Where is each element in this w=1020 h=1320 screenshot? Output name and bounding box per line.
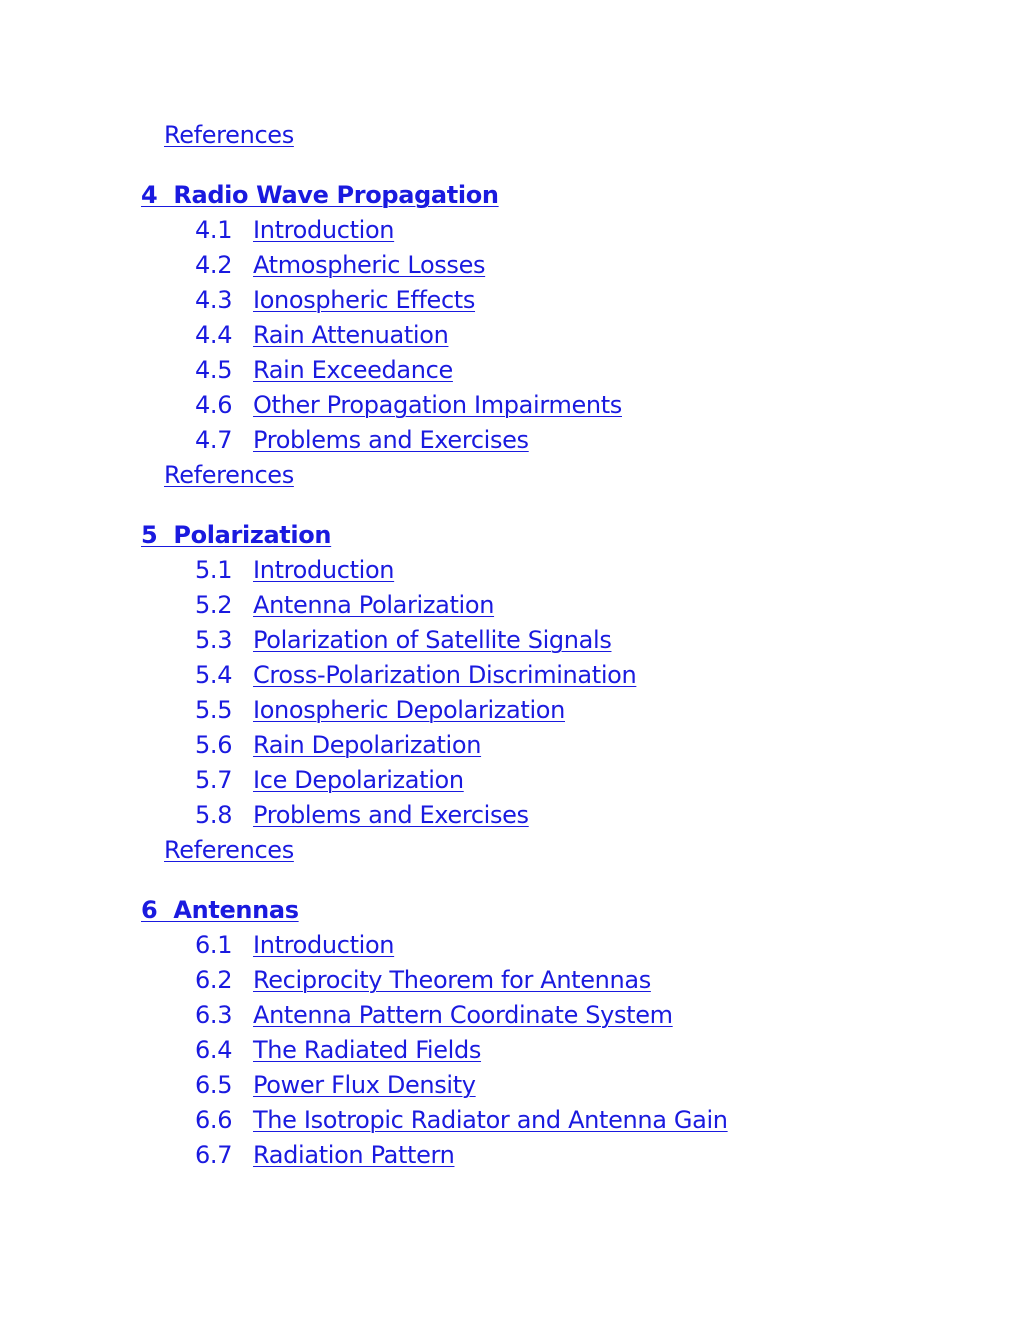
section-title: Antenna Pattern Coordinate System	[253, 1001, 673, 1029]
section-link[interactable]	[195, 321, 448, 349]
section-title: Ionospheric Effects	[253, 286, 476, 314]
section-number: 5.3	[195, 626, 233, 654]
section-link[interactable]	[195, 391, 622, 419]
section-link[interactable]	[195, 1106, 728, 1134]
chapter-heading-5	[141, 518, 331, 553]
toc-line-section	[195, 798, 529, 833]
section-link[interactable]	[195, 286, 475, 314]
section-title: Radiation Pattern	[253, 1141, 455, 1169]
section-link[interactable]	[195, 1001, 673, 1029]
toc-line-section	[195, 998, 673, 1033]
toc-line-section	[195, 283, 475, 318]
chapter-heading-4	[141, 178, 499, 213]
section-title: Rain Attenuation	[253, 321, 449, 349]
toc-line-section	[195, 353, 453, 388]
section-link[interactable]	[195, 626, 611, 654]
chapter-link[interactable]: 6 Antennas	[141, 896, 299, 924]
chapter-link[interactable]: 4 Radio Wave Propagation	[141, 181, 499, 209]
section-number: 4.6	[195, 391, 233, 419]
section-title: The Radiated Fields	[253, 1036, 482, 1064]
toc-line-section	[195, 623, 611, 658]
section-number: 6.1	[195, 931, 233, 959]
section-number: 6.4	[195, 1036, 233, 1064]
section-link[interactable]	[195, 731, 481, 759]
section-title: The Isotropic Radiator and Antenna Gain	[253, 1106, 728, 1134]
section-title: Reciprocity Theorem for Antennas	[253, 966, 651, 994]
chapter-link[interactable]: 5 Polarization	[141, 521, 332, 549]
toc-line-section	[195, 928, 394, 963]
section-title: Introduction	[253, 931, 395, 959]
section-title: Power Flux Density	[253, 1071, 476, 1099]
section-title: Ice Depolarization	[253, 766, 464, 794]
section-title: Problems and Exercises	[253, 801, 529, 829]
section-number: 5.1	[195, 556, 233, 584]
section-number: 6.7	[195, 1141, 233, 1169]
toc-line-section	[195, 1103, 728, 1138]
toc-line-section	[195, 423, 529, 458]
section-link[interactable]	[195, 766, 464, 794]
section-link[interactable]	[195, 1071, 476, 1099]
section-number: 5.4	[195, 661, 233, 689]
section-number: 5.2	[195, 591, 233, 619]
toc-line-section	[195, 318, 448, 353]
section-link[interactable]	[195, 591, 494, 619]
section-title: Ionospheric Depolarization	[253, 696, 565, 724]
toc-line-section	[195, 1033, 481, 1068]
section-number: 4.7	[195, 426, 233, 454]
toc-line-section	[195, 248, 485, 283]
section-title: Other Propagation Impairments	[253, 391, 622, 419]
toc-line-references	[164, 118, 294, 153]
toc-line-section	[195, 728, 481, 763]
references-link[interactable]: References	[164, 461, 294, 489]
section-link[interactable]	[195, 216, 394, 244]
toc-line-section	[195, 763, 464, 798]
section-number: 6.2	[195, 966, 233, 994]
toc-line-references	[164, 458, 294, 493]
toc-line-section	[195, 1138, 454, 1173]
section-number: 6.5	[195, 1071, 233, 1099]
section-number: 5.7	[195, 766, 233, 794]
toc-line-section	[195, 553, 394, 588]
references-link[interactable]: References	[164, 836, 294, 864]
toc-line-section	[195, 658, 636, 693]
section-link[interactable]	[195, 1141, 454, 1169]
toc-line-section	[195, 693, 565, 728]
section-link[interactable]	[195, 696, 565, 724]
section-title: Cross-Polarization Discrimination	[253, 661, 637, 689]
section-link[interactable]	[195, 661, 636, 689]
toc-line-section	[195, 213, 394, 248]
section-number: 4.2	[195, 251, 233, 279]
section-number: 5.5	[195, 696, 233, 724]
section-link[interactable]	[195, 556, 394, 584]
section-number: 4.3	[195, 286, 233, 314]
section-number: 5.8	[195, 801, 233, 829]
section-link[interactable]	[195, 931, 394, 959]
toc-line-section	[195, 588, 494, 623]
references-link[interactable]: References	[164, 121, 294, 149]
section-link[interactable]	[195, 356, 453, 384]
section-link[interactable]	[195, 426, 529, 454]
chapter-heading-6	[141, 893, 299, 928]
section-title: Atmospheric Losses	[253, 251, 486, 279]
section-link[interactable]	[195, 251, 485, 279]
section-title: Antenna Polarization	[253, 591, 495, 619]
section-link[interactable]	[195, 966, 651, 994]
section-title: Rain Exceedance	[253, 356, 453, 384]
section-number: 4.5	[195, 356, 233, 384]
section-number: 6.3	[195, 1001, 233, 1029]
section-number: 4.1	[195, 216, 233, 244]
section-number: 6.6	[195, 1106, 233, 1134]
section-link[interactable]	[195, 1036, 481, 1064]
toc-line-section	[195, 1068, 476, 1103]
section-title: Rain Depolarization	[253, 731, 482, 759]
section-title: Introduction	[253, 556, 395, 584]
section-number: 5.6	[195, 731, 233, 759]
section-number: 4.4	[195, 321, 233, 349]
toc-line-section	[195, 388, 622, 423]
section-title: Problems and Exercises	[253, 426, 529, 454]
section-link[interactable]	[195, 801, 529, 829]
section-title: Introduction	[253, 216, 395, 244]
section-title: Polarization of Satellite Signals	[253, 626, 612, 654]
toc-line-references	[164, 833, 294, 868]
toc-line-section	[195, 963, 651, 998]
